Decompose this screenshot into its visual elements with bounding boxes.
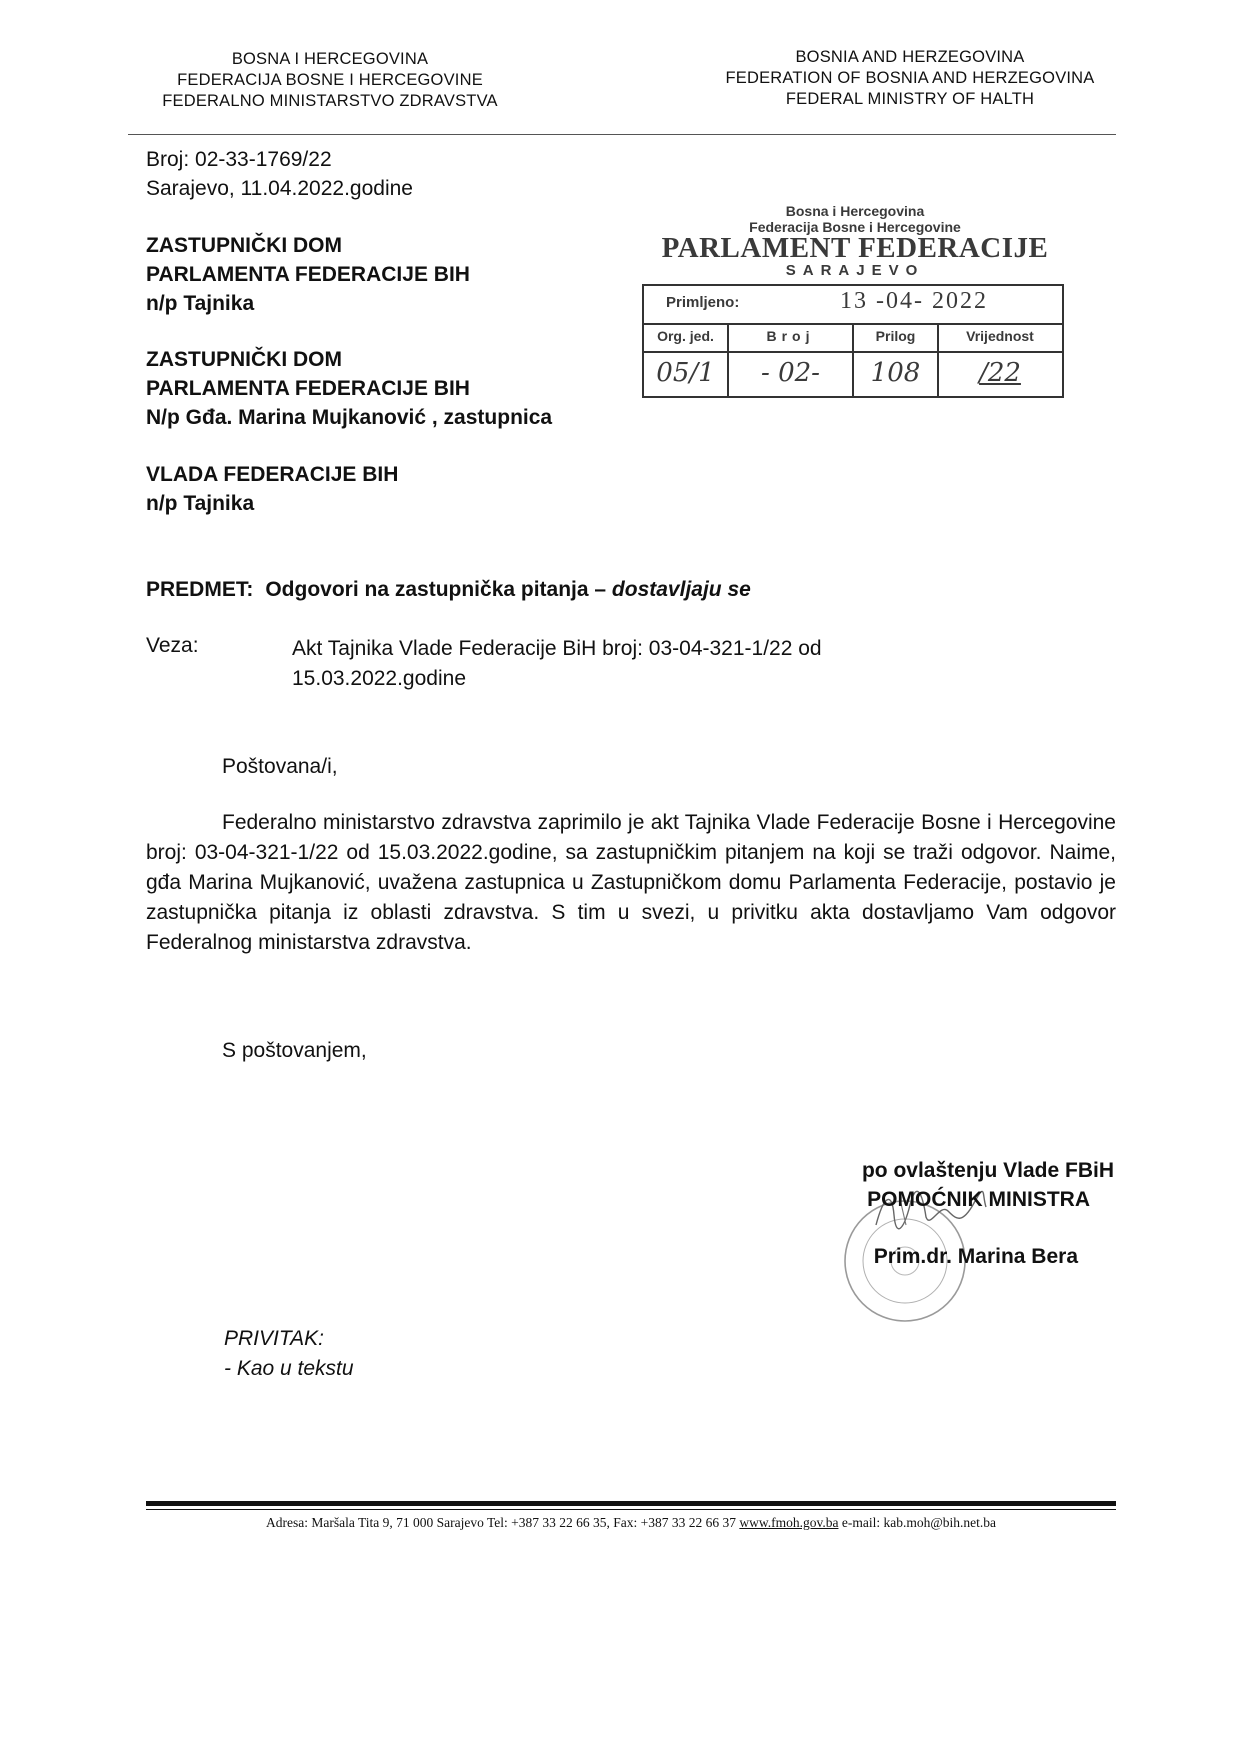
stamp-value: 05/1 [644,351,729,396]
recipient-line: n/p Tajnika [146,492,255,515]
stamp-value: 108 [854,351,939,396]
subject-line [146,578,751,602]
recipient-line: N/p Gđa. Marina Mujkanović , zastupnica [146,406,553,429]
footer-address: Adresa: Maršala Tita 9, 71 000 Sarajevo Tel: +387 33 22 66 35, Fax: +387 33 22 66 37 [265,1515,740,1530]
stamp-col-header: Prilog [854,323,939,351]
closing: S poštovanjem, [222,1039,367,1062]
footer-website-link[interactable]: www.fmoh.gov.ba [739,1515,839,1530]
reference-date: Sarajevo, 11.04.2022.godine [146,177,413,200]
stamp-city: SARAJEVO [785,262,925,279]
attachment-block [224,1324,354,1384]
stamp-col-header: Broj [729,323,854,351]
recipient-line: PARLAMENTA FEDERACIJE BIH [146,377,470,400]
header-left-line: BOSNA I HERCEGOVINA [231,50,429,68]
stamp-received-date: 13 -04- 2022 [840,288,988,314]
footer-divider-thick [146,1501,1116,1506]
footer-divider-thin [146,1509,1116,1510]
stamp-line: Bosna i Hercegovina [785,203,925,219]
body-paragraph: Federalno ministarstvo zdravstva zaprimilo je akt Tajnika Vlade Federacije Bosne i Hercegovine broj: 03-04-321-1/22 od 15.03.2022.godine, sa zastupničkim pitanjem na koji se traži odgovor. Naime, gđa Marina Mujkanović, uvažena zastupnica u Zastupničkom domu Parlamenta Federacije, postavio je zastupnička pitanja iz oblasti zdravstva. S tim u svezi, u privitku akta dostavljamo Vam odgovor Federalnog ministarstva zdravstva. [146,811,1116,954]
attachment-label: PRIVITAK: [224,1327,324,1350]
header-left-line: FEDERACIJA BOSNE I HERCEGOVINE [177,71,483,89]
veza-label: Veza: [146,634,199,657]
stamp-value: /22 [979,358,1021,388]
recipient-block [146,460,398,518]
signature-name: Prim.dr. Marina Bera [873,1245,1078,1268]
attachment-item: - Kao u tekstu [224,1357,354,1380]
recipient-line: PARLAMENTA FEDERACIJE BIH [146,263,470,286]
veza-text: Akt Tajnika Vlade Federacije BiH broj: 03-04-321-1/22 od 15.03.2022.godine [292,637,822,690]
signature-authority: po ovlaštenju Vlade FBiH [861,1159,1114,1182]
recipient-line: n/p Tajnika [146,292,255,315]
header-left [120,49,540,112]
header-right-line: BOSNIA AND HERZEGOVINA [795,48,1025,66]
recipient-line: ZASTUPNIČKI DOM [146,348,342,371]
recipient-line: VLADA FEDERACIJE BIH [146,463,399,486]
stamp-received-label: Primljeno: [666,294,740,311]
parliament-receipt-stamp [640,200,1070,410]
reference-number: Broj: 02-33-1769/22 [146,148,332,171]
footer-email: e-mail: kab.moh@bih.net.ba [838,1515,996,1530]
recipient-block [146,231,470,318]
stamp-col-header: Org. jed. [644,323,729,351]
header-right-line: FEDERAL MINISTRY OF HALTH [785,90,1035,108]
header-left-line: FEDERALNO MINISTARSTVO ZDRAVSTVA [162,92,498,110]
stamp-value: - 02- [729,351,854,396]
signature-title: POMOĆNIK MINISTRA [867,1188,1090,1211]
reference-block [146,145,413,203]
header-right [680,47,1140,110]
header-divider [128,134,1116,135]
subject-emphasis: dostavljaju se [611,578,751,601]
recipient-line: ZASTUPNIČKI DOM [146,234,342,257]
subject-text: Odgovori na zastupnička pitanja – [265,578,612,601]
stamp-line: Federacija Bosne i Hercegovine [749,219,961,235]
salutation: Poštovana/i, [222,755,338,778]
stamp-title: PARLAMENT FEDERACIJE [661,232,1049,264]
recipient-block [146,345,552,432]
footer-contact [146,1515,1116,1531]
stamp-col-header: Vrijednost [966,328,1034,344]
header-right-line: FEDERATION OF BOSNIA AND HERZEGOVINA [725,69,1095,87]
subject-label: PREDMET: [146,578,254,601]
stamp-table [642,284,1064,398]
